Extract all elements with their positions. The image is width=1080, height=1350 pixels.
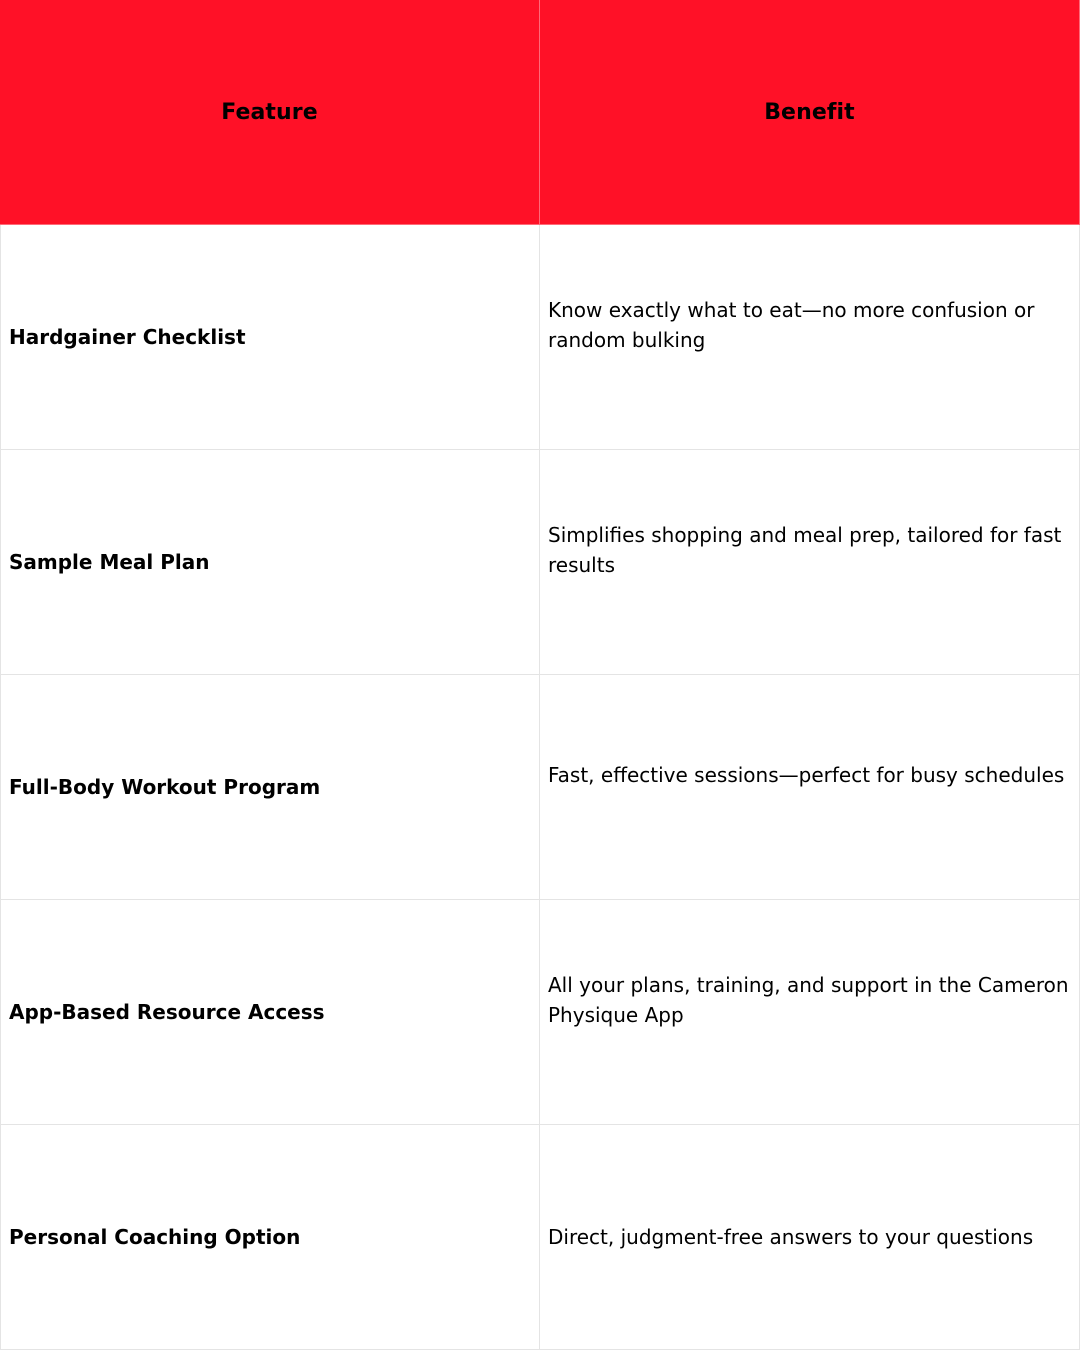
benefit-cell	[540, 675, 1080, 900]
benefit-cell	[540, 900, 1080, 1125]
feature-cell	[0, 225, 540, 450]
feature-cell	[0, 675, 540, 900]
feature-label: Full-Body Workout Program	[9, 775, 321, 799]
feature-label: Sample Meal Plan	[9, 550, 210, 574]
feature-cell	[0, 900, 540, 1125]
header-feature-label: Feature	[221, 99, 318, 125]
feature-cell	[0, 1125, 540, 1350]
feature-label: Hardgainer Checklist	[9, 325, 246, 349]
benefit-cell	[540, 1125, 1080, 1350]
benefit-text: All your plans, training, and support in the Cameron Physique App	[548, 972, 1069, 1027]
benefit-text: Simplifies shopping and meal prep, tailored for fast results	[548, 522, 1062, 577]
benefit-text: Fast, effective sessions—perfect for busy schedules	[548, 762, 1065, 787]
benefit-cell	[540, 450, 1080, 675]
feature-label: Personal Coaching Option	[9, 1225, 301, 1249]
feature-label: App-Based Resource Access	[9, 1000, 325, 1024]
header-benefit-label: Benefit	[764, 99, 855, 125]
benefit-text: Know exactly what to eat—no more confusion or random bulking	[548, 297, 1035, 352]
benefit-text: Direct, judgment-free answers to your questions	[548, 1225, 1034, 1249]
benefit-cell	[540, 225, 1080, 450]
header-feature-cell	[0, 0, 540, 225]
header-benefit-cell	[540, 0, 1080, 225]
feature-cell	[0, 450, 540, 675]
